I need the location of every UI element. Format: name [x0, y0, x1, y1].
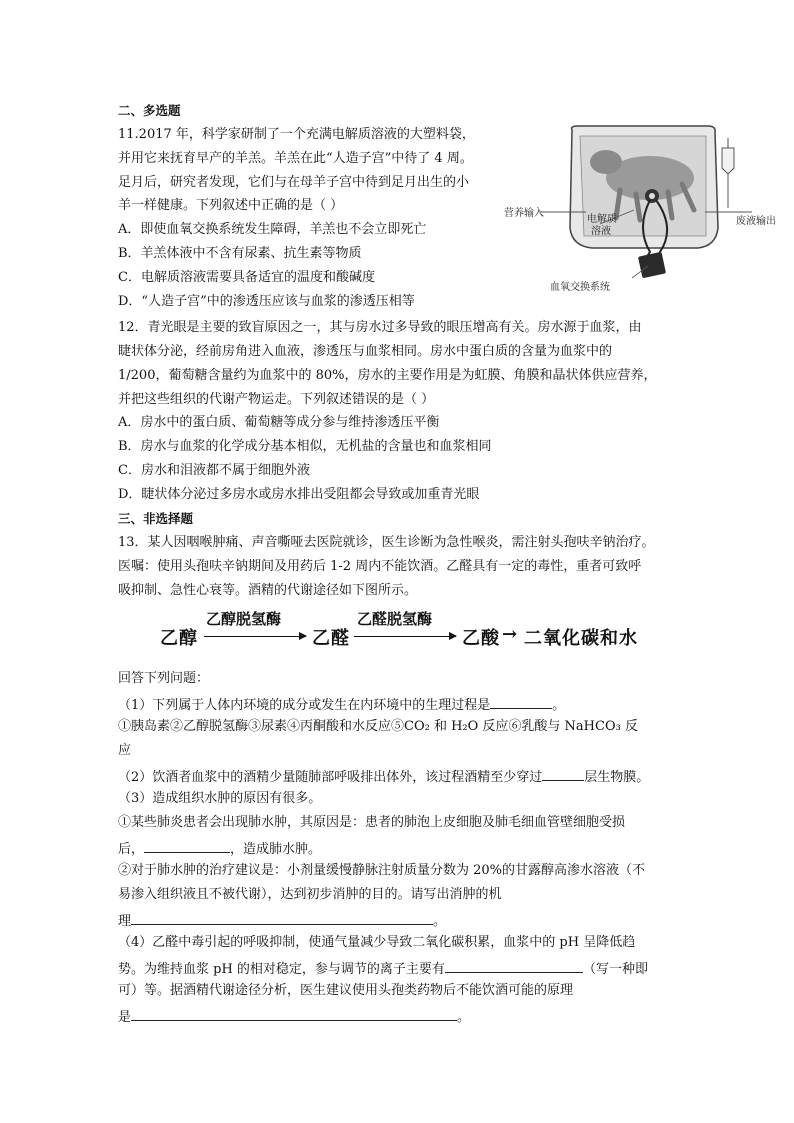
q13-part-4-line2: [118, 957, 648, 980]
q11-stem-line-4: 羊一样健康。下列叙述中正确的是（ ）: [118, 198, 344, 213]
q13-part-1-text: （1）下列属于人体内环境的成分或发生在内环境中的生理过程是: [118, 698, 491, 713]
q13-part-3-sub2-prefix: 理: [118, 914, 132, 929]
figure-label-nutrient-input: 营养输入: [504, 208, 544, 219]
q12-stem-line-1: 12．青光眼是主要的致盲原因之一，其与房水过多导致的眼压增高有关。房水源于血浆，由: [118, 320, 642, 335]
q13-part-2-answer-blank[interactable]: [542, 765, 584, 781]
artificial-womb-figure: [500, 118, 785, 296]
q12-stem-line-4: 并把这些组织的代谢产物运走。下列叙述错误的是（ ）: [118, 392, 435, 407]
q13-part-4-principle-answer-blank[interactable]: [131, 1005, 457, 1021]
q11-stem-line-3: 足月后，研究者发现，它们与在母羊子宫中待到足月出生的小: [118, 175, 470, 190]
pathway-arrow-1: [204, 636, 306, 637]
section-heading-non-choice: 三、非选择题: [118, 511, 194, 526]
q13-part-4-line1: （4）乙醛中毒引起的呼吸抑制，使通气量减少导致二氧化碳积累，血浆中的 pH 呈降低趋: [118, 935, 636, 950]
pathway-enzyme-1: 乙醇脱氢酶: [206, 610, 282, 628]
q13-stem-line-1: 13．某人因咽喉肿痛、声音嘶哑去医院就诊，医生诊断为急性喉炎，需注射头孢呋辛钠治疗。: [118, 535, 655, 550]
q12-option-d: D．睫状体分泌过多房水或房水排出受阻都会导致或加重青光眼: [118, 487, 480, 502]
figure-label-electrolyte-2: 溶液: [591, 226, 611, 237]
figure-label-electrolyte-1: 电解质: [587, 214, 617, 225]
q13-part-1: [118, 693, 565, 716]
q13-part-3-sub2-line1: ②对于肺水肿的治疗建议是：小剂量缓慢静脉注射质量分数为 20%的甘露醇高渗水溶液（不: [118, 863, 646, 878]
section-heading-multiple-choice: 二、多选题: [118, 103, 181, 118]
q13-part-3-sub1-prefix: 后，: [118, 842, 145, 857]
q13-part-1-choices-cont: 应: [118, 743, 132, 758]
pathway-acetic-acid: 乙酸: [462, 628, 500, 649]
q13-part-3-sub1-line1: ①某些肺炎患者会出现肺水肿，其原因是：患者的肺泡上皮细胞及肺毛细血管壁细胞受损: [118, 815, 626, 830]
pathway-products: 二氧化碳和水: [524, 628, 638, 649]
q12-option-b: B．房水与血浆的化学成分基本相似，无机盐的含量也和血浆相同: [118, 439, 492, 454]
q13-part-3: （3）造成组织水肿的原因有很多。: [118, 791, 322, 806]
q12-option-a: A．房水中的蛋白质、葡萄糖等成分参与维持渗透压平衡: [118, 415, 440, 430]
q11-option-b: B．羊羔体液中不含有尿素、抗生素等物质: [118, 246, 362, 261]
pathway-acetaldehyde: 乙醛: [312, 628, 350, 649]
alcohol-metabolism-pathway: [160, 608, 638, 658]
q13-part-3-sub2-line3: [118, 909, 446, 932]
pathway-ethanol: 乙醇: [160, 628, 198, 649]
q13-part-1-choices: ①胰岛素②乙醇脱氢酶③尿素④丙酮酸和水反应⑤CO₂ 和 H₂O 反应⑥乳酸与 NaHCO₃ 反: [118, 719, 638, 734]
q12-stem-line-3: 1/200，葡萄糖含量约为血浆中的 80%，房水的主要作用是为虹膜、角膜和晶状体供应营养，: [118, 368, 657, 383]
pathway-arrow-2: [354, 636, 456, 637]
pathway-enzyme-2: 乙醛脱氢酶: [357, 610, 433, 628]
q11-stem-line-1: 11.2017 年，科学家研制了一个充满电解质溶液的大塑料袋，: [118, 127, 475, 142]
q13-part-2: [118, 765, 649, 788]
q13-part-4-line4-prefix: 是: [118, 1010, 132, 1025]
q13-part-1-answer-blank[interactable]: [490, 693, 552, 709]
q12-stem-line-2: 睫状体分泌，经前房角进入血液，渗透压与血浆相同。房水中蛋白质的含量为血浆中的: [118, 344, 613, 359]
figure-label-blood-oxygen-system: 血氧交换系统: [550, 282, 610, 293]
q13-part-3-sub2-suffix: 。: [433, 914, 447, 929]
q13-part-2-end: 层生物膜。: [584, 770, 650, 785]
q11-option-a: A．即使血氧交换系统发生障碍，羊羔也不会立即死亡: [118, 222, 427, 237]
q11-stem-line-2: 并用它来抚育早产的羊羔。羊羔在此“人造子宫”中待了 4 周。: [118, 151, 473, 166]
q13-part-4-line4: [118, 1005, 470, 1028]
q13-stem-line-3: 吸抑制、急性心衰等。酒精的代谢途径如下图所示。: [118, 583, 418, 598]
q11-option-c: C．电解质溶液需要具备适宜的温度和酸碱度: [118, 270, 375, 285]
q13-answer-prompt: 回答下列问题：: [118, 671, 210, 686]
q13-part-3-sub1-answer-blank[interactable]: [144, 837, 230, 853]
q13-part-4-line2-end: （写一种即: [582, 962, 648, 977]
q13-part-3-sub2-answer-blank[interactable]: [131, 909, 433, 925]
q13-part-3-sub1-line2: [118, 837, 321, 860]
figure-label-waste-output: 废液输出: [736, 216, 776, 227]
q13-part-4-line4-suffix: 。: [457, 1010, 471, 1025]
q11-option-d: D．“人造子宫”中的渗透压应该与血浆的渗透压相等: [118, 294, 415, 309]
q13-part-3-sub1-suffix: ，造成肺水肿。: [230, 842, 322, 857]
q13-part-2-text: （2）饮酒者血浆中的酒精少量随肺部呼吸排出体外，该过程酒精至少穿过: [118, 770, 543, 785]
q13-part-4-line2-text: 势。为维持血浆 pH 的相对稳定，参与调节的离子主要有: [118, 962, 445, 977]
q13-part-3-sub2-line2: 易渗入组织液且不被代谢），达到初步消肿的目的。请写出消肿的机: [118, 887, 502, 902]
q13-part-4-ion-answer-blank[interactable]: [445, 957, 583, 973]
q12-option-c: C．房水和泪液都不属于细胞外液: [118, 463, 310, 478]
q13-stem-line-2: 医嘱：使用头孢呋辛钠期间及用药后 1-2 周内不能饮酒。乙醛具有一定的毒性，重者可致呼: [118, 559, 642, 574]
pathway-arrow-3: →: [502, 624, 519, 645]
q13-part-1-end: 。: [552, 698, 566, 713]
q13-part-4-line3: 可）等。据酒精代谢途径分析，医生建议使用头孢类药物后不能饮酒可能的原理: [118, 983, 574, 998]
